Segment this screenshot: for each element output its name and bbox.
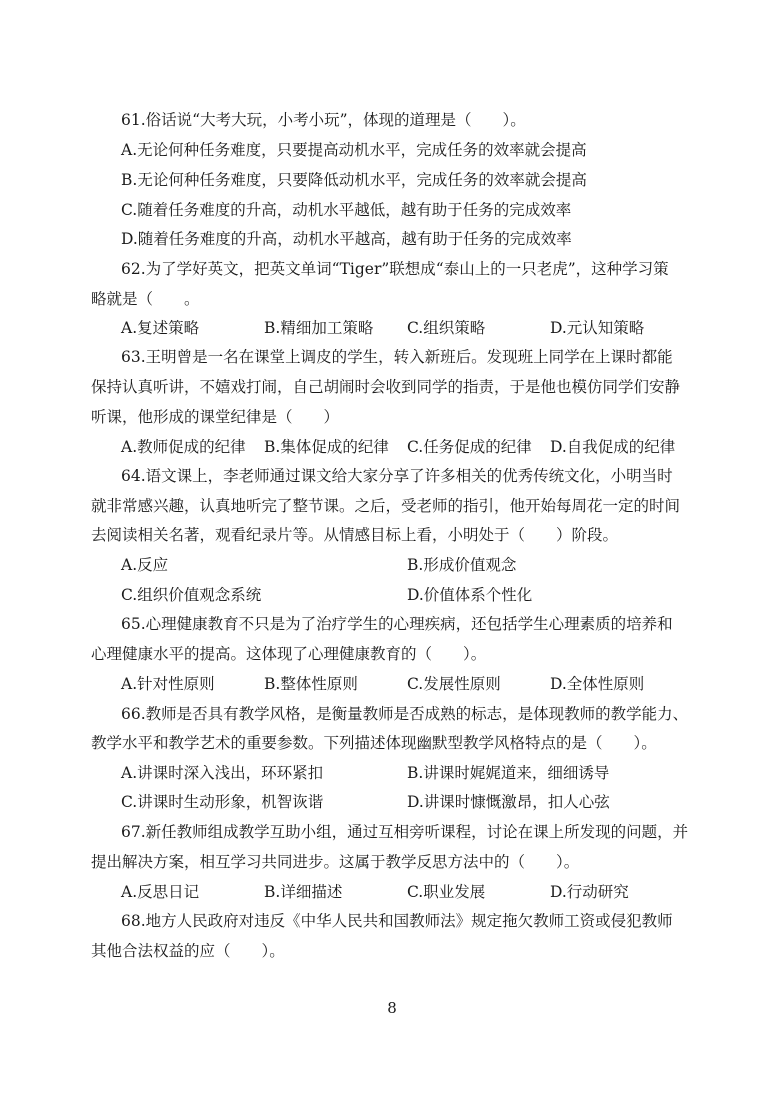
q62-stem-line1: 62.为了学好英文，把英文单词“Tiger”联想成“泰山上的一只老虎”，这种学习策 — [121, 260, 669, 278]
q64-stem-line1: 64.语文课上，李老师通过课文给大家分享了许多相关的优秀传统文化，小明当时 — [121, 467, 673, 485]
q63-stem-line1: 63.王明曾是一名在课堂上调皮的学生，转入新班后。发现班上同学在上课时都能 — [121, 348, 673, 366]
q67-stem-line1: 67.新任教师组成教学互助小组，通过互相旁听课程，讨论在课上所发现的问题，并 — [121, 823, 689, 841]
q67-option-d: D.行动研究 — [550, 883, 629, 901]
q66-stem-line1: 66.教师是否具有教学风格，是衡量教师是否成熟的标志，是体现教师的教学能力、 — [121, 705, 689, 723]
q66-option-d: D.讲课时慷慨激昂，扣人心弦 — [407, 793, 610, 811]
q62-option-d: D.元认知策略 — [550, 319, 645, 337]
q62-option-b: B.精细加工策略 — [264, 319, 374, 337]
q65-stem-line1: 65.心理健康教育不只是为了治疗学生的心理疾病，还包括学生心理素质的培养和 — [121, 615, 673, 633]
q63-option-a: A.教师促成的纪律 — [121, 438, 246, 456]
q67-stem-line2: 提出解决方案，相互学习共同进步。这属于教学反思方法中的（ ）。 — [91, 853, 580, 871]
q63-stem-line3: 听课，他形成的课堂纪律是（ ） — [91, 408, 340, 426]
q63-option-d: D.自我促成的纪律 — [550, 438, 676, 456]
q64-option-c: C.组织价值观念系统 — [121, 586, 262, 604]
q65-option-c: C.发展性原则 — [407, 675, 501, 693]
q68-stem-line2: 其他合法权益的应（ ）。 — [91, 942, 285, 960]
q66-option-b: B.讲课时娓娓道来，细细诱导 — [407, 764, 610, 782]
q62-stem-line2: 略就是（ 。 — [91, 290, 200, 308]
q67-option-c: C.职业发展 — [407, 883, 486, 901]
q62-option-a: A.复述策略 — [121, 319, 200, 337]
q64-option-b: B.形成价值观念 — [407, 556, 517, 574]
q61-option-c: C.随着任务难度的升高，动机水平越低，越有助于任务的完成效率 — [121, 201, 572, 219]
q61-option-a: A.无论何种任务难度，只要提高动机水平，完成任务的效率就会提高 — [121, 141, 587, 159]
q61-stem: 61.俗话说“大考大玩，小考小玩”，体现的道理是（ ）。 — [121, 111, 526, 129]
q62-option-c: C.组织策略 — [407, 319, 486, 337]
q64-stem-line2: 就非常感兴趣，认真地听完了整节课。之后，受老师的指引，他开始每周花一定的时间 — [91, 497, 681, 515]
q66-option-a: A.讲课时深入浅出，环环紧扣 — [121, 764, 324, 782]
q65-option-d: D.全体性原则 — [550, 675, 645, 693]
q68-stem-line1: 68.地方人民政府对违反《中华人民共和国教师法》规定拖欠教师工资或侵犯教师 — [121, 912, 673, 930]
page-number: 8 — [387, 999, 397, 1017]
q63-option-b: B.集体促成的纪律 — [264, 438, 389, 456]
q64-option-d: D.价值体系个性化 — [407, 586, 533, 604]
q64-option-a: A.反应 — [121, 556, 169, 574]
q61-option-b: B.无论何种任务难度，只要降低动机水平，完成任务的效率就会提高 — [121, 171, 587, 189]
q63-option-c: C.任务促成的纪律 — [407, 438, 532, 456]
q67-option-b: B.详细描述 — [264, 883, 343, 901]
q66-stem-line2: 教学水平和教学艺术的重要参数。下列描述体现幽默型教学风格特点的是（ ）。 — [91, 734, 657, 752]
q66-option-c: C.讲课时生动形象，机智诙谐 — [121, 793, 324, 811]
q61-option-d: D.随着任务难度的升高，动机水平越高，越有助于任务的完成效率 — [121, 230, 572, 248]
q63-stem-line2: 保持认真听讲，不嬉戏打闹，自己胡闹时会收到同学的指责，于是他也模仿同学们安静 — [91, 378, 681, 396]
q65-option-b: B.整体性原则 — [264, 675, 358, 693]
q65-stem-line2: 心理健康水平的提高。这体现了心理健康教育的（ ）。 — [91, 645, 487, 663]
q65-option-a: A.针对性原则 — [121, 675, 215, 693]
q64-stem-line3: 去阅读相关名著，观看纪录片等。从情感目标上看，小明处于（ ）阶段。 — [91, 526, 619, 544]
q67-option-a: A.反思日记 — [121, 883, 200, 901]
